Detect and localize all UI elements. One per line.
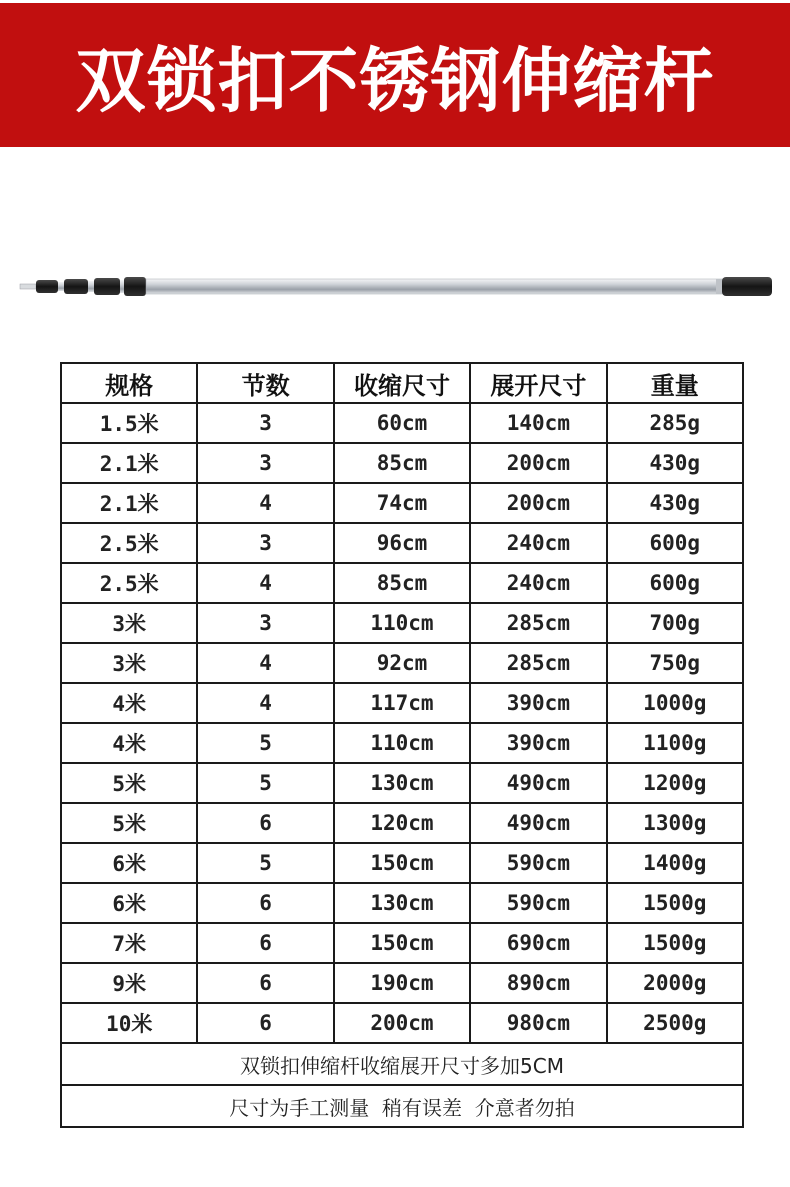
- cell-spec: 2.1米: [61, 483, 197, 523]
- note-measurement: 尺寸为手工测量 稍有误差 介意者勿拍: [61, 1085, 743, 1127]
- cell-weight: 1500g: [607, 883, 743, 923]
- cell-collapsed-length: 190cm: [334, 963, 470, 1003]
- table-row: [61, 723, 743, 763]
- cell-weight: 600g: [607, 563, 743, 603]
- cell-sections: 6: [197, 923, 333, 963]
- product-image: [0, 265, 790, 315]
- header-sections: 节数: [197, 363, 333, 403]
- cell-collapsed-length: 74cm: [334, 483, 470, 523]
- table-row: [61, 603, 743, 643]
- cell-collapsed-length: 150cm: [334, 923, 470, 963]
- cell-sections: 5: [197, 763, 333, 803]
- cell-sections: 6: [197, 803, 333, 843]
- cell-weight: 1400g: [607, 843, 743, 883]
- table-row: [61, 483, 743, 523]
- cell-weight: 1200g: [607, 763, 743, 803]
- cell-weight: 1100g: [607, 723, 743, 763]
- table-row: [61, 763, 743, 803]
- cell-sections: 4: [197, 683, 333, 723]
- cell-weight: 700g: [607, 603, 743, 643]
- cell-sections: 4: [197, 563, 333, 603]
- table-row: [61, 803, 743, 843]
- table-row: [61, 443, 743, 483]
- telescopic-pole-icon: [0, 265, 790, 315]
- note-row: [61, 1043, 743, 1085]
- cell-extended-length: 980cm: [470, 1003, 606, 1043]
- table-row: [61, 963, 743, 1003]
- cell-extended-length: 390cm: [470, 723, 606, 763]
- cell-sections: 3: [197, 403, 333, 443]
- cell-weight: 750g: [607, 643, 743, 683]
- cell-weight: 430g: [607, 483, 743, 523]
- table-row: [61, 883, 743, 923]
- cell-extended-length: 490cm: [470, 763, 606, 803]
- cell-spec: 10米: [61, 1003, 197, 1043]
- cell-weight: 430g: [607, 443, 743, 483]
- cell-extended-length: 285cm: [470, 603, 606, 643]
- cell-collapsed-length: 85cm: [334, 443, 470, 483]
- cell-collapsed-length: 117cm: [334, 683, 470, 723]
- cell-collapsed-length: 130cm: [334, 883, 470, 923]
- table-row: [61, 1003, 743, 1043]
- header-collapsed-length: 收缩尺寸: [334, 363, 470, 403]
- table-row: [61, 683, 743, 723]
- table-header-row: [61, 363, 743, 403]
- cell-extended-length: 590cm: [470, 843, 606, 883]
- header-spec: 规格: [61, 363, 197, 403]
- cell-extended-length: 890cm: [470, 963, 606, 1003]
- cell-extended-length: 200cm: [470, 443, 606, 483]
- cell-sections: 4: [197, 643, 333, 683]
- cell-extended-length: 240cm: [470, 523, 606, 563]
- cell-extended-length: 285cm: [470, 643, 606, 683]
- cell-extended-length: 690cm: [470, 923, 606, 963]
- cell-collapsed-length: 150cm: [334, 843, 470, 883]
- cell-collapsed-length: 85cm: [334, 563, 470, 603]
- cell-sections: 6: [197, 963, 333, 1003]
- table-row: [61, 403, 743, 443]
- cell-spec: 9米: [61, 963, 197, 1003]
- cell-weight: 1300g: [607, 803, 743, 843]
- table-row: [61, 843, 743, 883]
- cell-sections: 3: [197, 443, 333, 483]
- cell-sections: 3: [197, 523, 333, 563]
- table-row: [61, 523, 743, 563]
- cell-weight: 1500g: [607, 923, 743, 963]
- cell-spec: 2.5米: [61, 563, 197, 603]
- table-row: [61, 923, 743, 963]
- cell-spec: 3米: [61, 603, 197, 643]
- title-banner: [0, 3, 790, 147]
- cell-spec: 6米: [61, 883, 197, 923]
- cell-sections: 4: [197, 483, 333, 523]
- header-weight: 重量: [607, 363, 743, 403]
- cell-weight: 285g: [607, 403, 743, 443]
- cell-spec: 2.5米: [61, 523, 197, 563]
- cell-extended-length: 590cm: [470, 883, 606, 923]
- cell-extended-length: 490cm: [470, 803, 606, 843]
- header-extended-length: 展开尺寸: [470, 363, 606, 403]
- table-row: [61, 643, 743, 683]
- cell-extended-length: 390cm: [470, 683, 606, 723]
- cell-sections: 3: [197, 603, 333, 643]
- cell-spec: 5米: [61, 763, 197, 803]
- cell-collapsed-length: 120cm: [334, 803, 470, 843]
- note-row: [61, 1085, 743, 1127]
- cell-spec: 4米: [61, 723, 197, 763]
- cell-weight: 2000g: [607, 963, 743, 1003]
- cell-collapsed-length: 60cm: [334, 403, 470, 443]
- cell-weight: 600g: [607, 523, 743, 563]
- cell-spec: 3米: [61, 643, 197, 683]
- cell-spec: 4米: [61, 683, 197, 723]
- cell-collapsed-length: 96cm: [334, 523, 470, 563]
- cell-weight: 1000g: [607, 683, 743, 723]
- cell-sections: 6: [197, 1003, 333, 1043]
- cell-spec: 1.5米: [61, 403, 197, 443]
- cell-spec: 7米: [61, 923, 197, 963]
- note-extra-length: 双锁扣伸缩杆收缩展开尺寸多加5CM: [61, 1043, 743, 1085]
- cell-extended-length: 240cm: [470, 563, 606, 603]
- cell-sections: 5: [197, 723, 333, 763]
- banner-title: 双锁扣不锈钢伸缩杆: [75, 39, 715, 122]
- cell-collapsed-length: 92cm: [334, 643, 470, 683]
- cell-collapsed-length: 130cm: [334, 763, 470, 803]
- cell-extended-length: 200cm: [470, 483, 606, 523]
- cell-spec: 2.1米: [61, 443, 197, 483]
- table-row: [61, 563, 743, 603]
- cell-collapsed-length: 110cm: [334, 723, 470, 763]
- spec-table: [60, 362, 744, 1128]
- cell-collapsed-length: 110cm: [334, 603, 470, 643]
- cell-spec: 6米: [61, 843, 197, 883]
- cell-spec: 5米: [61, 803, 197, 843]
- cell-sections: 6: [197, 883, 333, 923]
- cell-extended-length: 140cm: [470, 403, 606, 443]
- cell-collapsed-length: 200cm: [334, 1003, 470, 1043]
- cell-weight: 2500g: [607, 1003, 743, 1043]
- cell-sections: 5: [197, 843, 333, 883]
